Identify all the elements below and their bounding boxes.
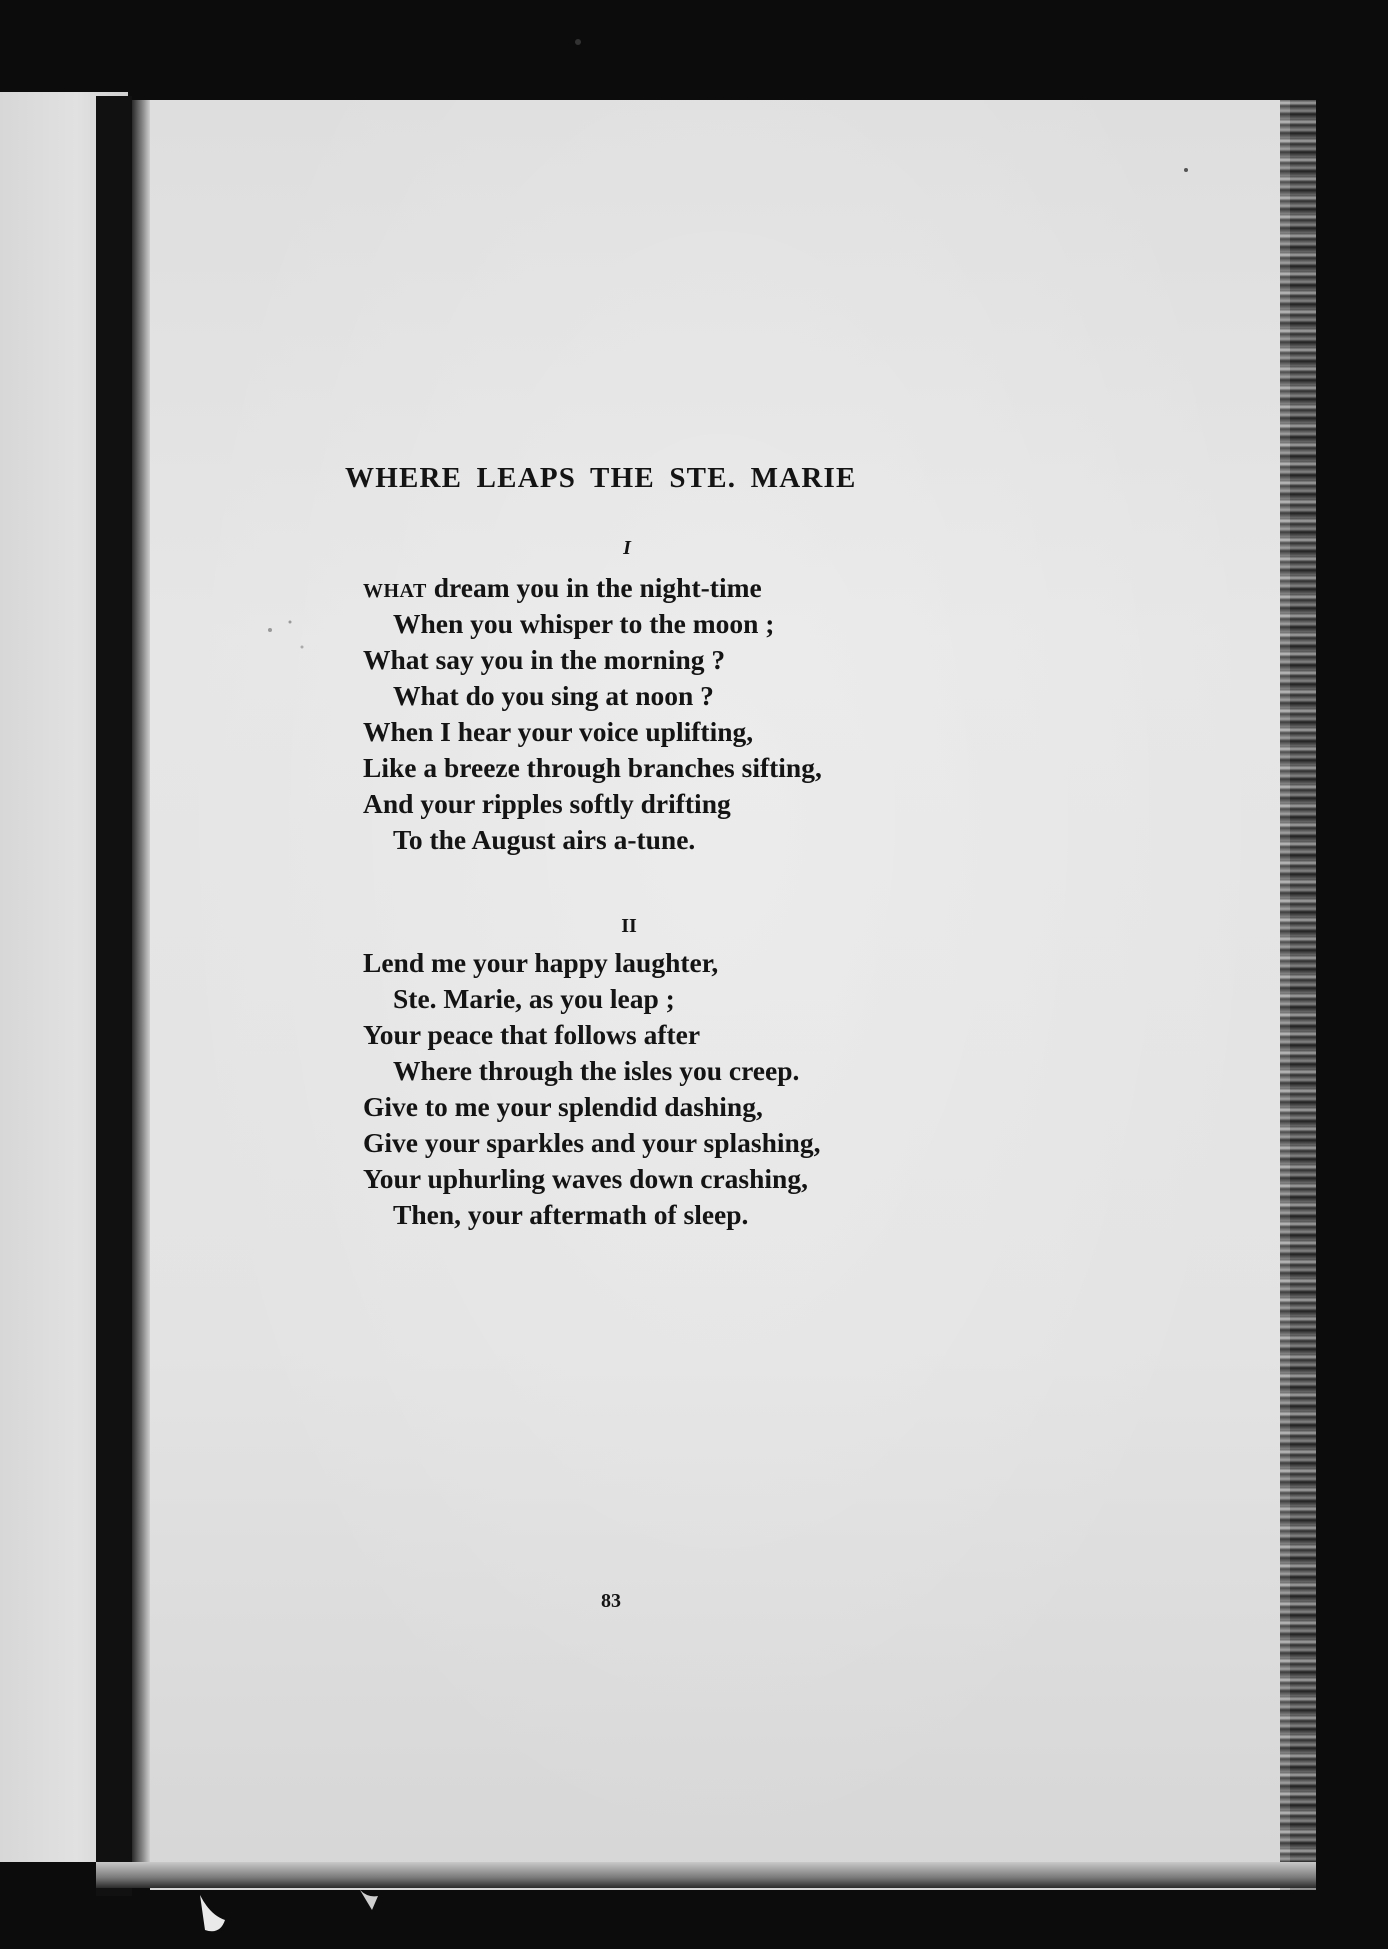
verse-line: And your ripples softly drifting [363, 788, 731, 819]
page-bottom-edge [96, 1862, 1316, 1888]
section-numeral-1: I [623, 537, 631, 559]
verse-line: What do you sing at noon ? [393, 680, 714, 711]
verse-line-text: dream you in the night-time [426, 572, 762, 603]
verse-line: Give your sparkles and your splashing, [363, 1127, 821, 1158]
verse-line: Then, your aftermath of sleep. [393, 1199, 749, 1230]
book-gutter [96, 96, 132, 1896]
gutter-shadow [132, 100, 150, 1880]
book-page [150, 100, 1290, 1890]
verse-line: Your peace that follows after [363, 1019, 701, 1050]
verse-line: To the August airs a-tune. [393, 824, 696, 855]
poem-title: WHERE LEAPS THE STE. MARIE [345, 462, 857, 494]
verse-line: Give to me your splendid dashing, [363, 1091, 763, 1122]
verse-line: Lend me your happy laughter, [363, 947, 719, 978]
verse-line: What say you in the morning ? [363, 644, 726, 675]
verse-line: When you whisper to the moon ; [393, 608, 775, 639]
page-text [150, 100, 1290, 1890]
stanza-1 [363, 570, 822, 858]
page-number: 83 [601, 1590, 621, 1612]
section-numeral-2: II [621, 915, 637, 937]
verse-line: Like a breeze through branches sifting, [363, 752, 822, 783]
verse-line: Your uphurling waves down crashing, [363, 1163, 808, 1194]
verse-line [363, 570, 822, 606]
verse-line: When I hear your voice uplifting, [363, 716, 754, 747]
verse-line: Ste. Marie, as you leap ; [393, 983, 675, 1014]
page-stack-edge [1280, 100, 1316, 1890]
drop-word: WHAT [363, 580, 427, 602]
stanza-2 [363, 945, 820, 1233]
verse-line: Where through the isles you creep. [393, 1055, 800, 1086]
